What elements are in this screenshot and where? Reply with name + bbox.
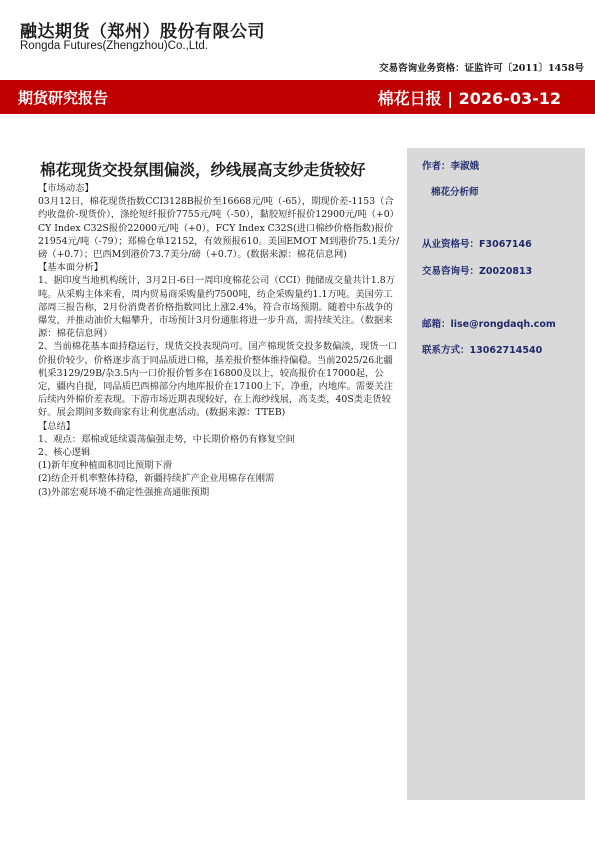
report-banner [0,80,595,114]
summary-line: (3)外部宏观环境不确定性强推高通胀预期 [38,486,210,498]
author-phone: 联系方式：13062714540 [422,345,543,356]
paragraph: 1、据印度当地机构统计，3月2日-6日一周印度棉花公司（CCI）抛储成交量共计1.8万吨。从采购主体来看，周内贸易商采购量约7500吨，纺企采购量约1.1万吨。美国劳工部周三报告称，2月份消费者价格指数同比上涨2.4%，符合市场预期。随着中东战争的爆发，并推动油价大幅攀升，市场预计3月份通胀将进一步升高，需持续关注。（数据来源：棉花信息网） [38,275,395,340]
report-body [38,182,400,499]
paragraph: 2、当前棉花基本面持稳运行，现货交投表现尚可。国产棉现货交投多数偏淡，现货一口价报价较少，价格逐步高于同品质进口棉，基差报价整体维持偏稳。当前2025/26北疆机采3129/29B/杂3.5内一口价报价暂多在16800及以上，较高报价在17000起，公定，疆内自提，同品质巴西棉部分内地库报价在17100上下，净重，内地库。需要关注后续内外棉价差表现。下游市场近期表现较好，在上海纱线展，高支类，40S类走货较好。展会期间多数商家有让利优惠活动。(数据来源：TTEB) [38,341,398,419]
paragraph: 03月12日，棉花现货指数CCI3128B报价至16668元/吨（-65），期现价差-1153（合约收盘价-现货价），涤纶短纤报价7755元/吨（-50），黏胶短纤报价12900元/吨（+0）CY Index C32S报价22000元/吨（+0），FCY Index C32S(进口棉纱价格指数)报价21954元/吨（-79）；郑棉仓单12152，有效预报610。美国EMOT M到港价75.1美分/磅（+0.7）；巴西M到港价73.7美分/磅（+0.7）。(数据来源：棉花信息网) [38,196,400,261]
consult-number: 交易咨询号：Z0020813 [422,266,533,277]
section-heading: 【基本面分析】 [38,262,104,274]
section-heading: 【市场动态】 [38,183,94,194]
company-name-en: Rongda Futures(Zhengzhou)Co.,Ltd. [20,40,208,52]
qualification-number: 从业资格号：F3067146 [422,239,532,250]
author-name: 作者：李淑娥 [422,161,480,172]
company-name-cn: 融达期货（郑州）股份有限公司 [20,22,265,42]
summary-line: (1)新年度种植面积同比预期下滑 [38,460,173,472]
report-title: 棉花现货交投氛围偏淡，纱线展高支纱走货较好 [40,160,366,179]
section-heading: 【总结】 [38,420,76,432]
author-title: 棉花分析师 [431,187,479,198]
author-email[interactable]: 邮箱：lise@rongdaqh.com [422,319,556,330]
license-info: 交易咨询业务资格：证监许可〔2011〕1458号 [379,63,584,74]
banner-report-type: 期货研究报告 [18,89,109,107]
banner-report-date: 棉花日报 | 2026-03-12 [377,89,561,108]
author-sidebar [407,148,585,800]
summary-line: 1、观点：郑棉或延续震荡偏强走势，中长期价格仍有修复空间 [38,433,295,445]
summary-line: 2、核心逻辑 [38,447,91,459]
summary-line: (2)纺企开机率整体持稳，新疆持续扩产企业用棉存在刚需 [38,473,275,485]
